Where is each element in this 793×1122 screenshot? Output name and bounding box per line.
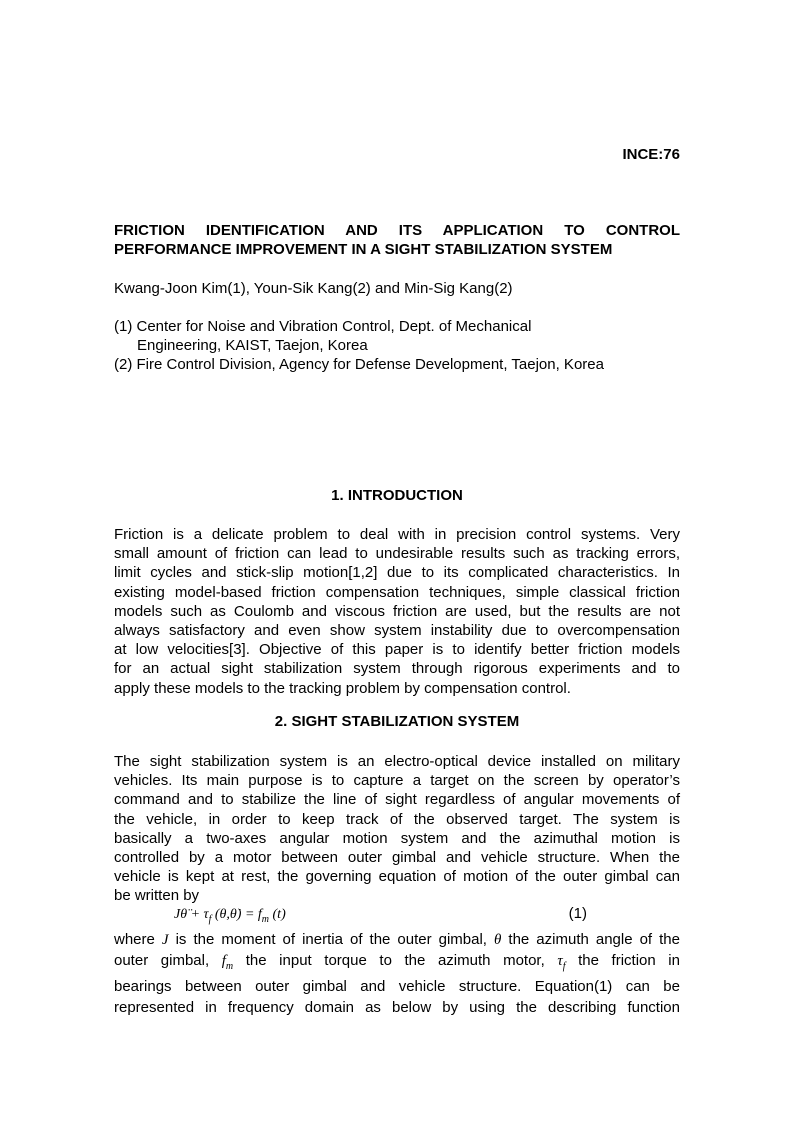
- text-line: small amount of friction can lead to undesirable results such as tracking errors,: [114, 545, 680, 563]
- title-line-1: FRICTION IDENTIFICATION AND ITS APPLICATION TO CONTROL: [114, 222, 680, 239]
- paper-title: [114, 221, 680, 259]
- text-line: vehicles. Its main purpose is to capture a target on the screen by operator’s: [114, 772, 680, 790]
- text-line: where J is the moment of inertia of the outer gimbal, θ the azimuth angle of the: [114, 931, 680, 948]
- text-line: be written by: [114, 887, 200, 905]
- section-heading-introduction: 1. INTRODUCTION: [331, 487, 463, 504]
- text-line: vehicle is kept at rest, the governing equation of motion of the outer gimbal can: [114, 868, 680, 886]
- text-line: represented in frequency domain as below by using the describing function: [114, 998, 680, 1016]
- affiliation-2: (2) Fire Control Division, Agency for Defense Development, Taejon, Korea: [114, 356, 604, 373]
- equation-formula: Jθ̈ + $\tau_f$ (θ,θ̇) = $f_m$ (t): [174, 907, 286, 925]
- sight-stabilization-paragraph: [114, 752, 680, 906]
- text-line: The sight stabilization system is an electro-optical device installed on military: [114, 753, 680, 770]
- text-line: Friction is a delicate problem to deal with in precision control systems. Very: [114, 526, 680, 543]
- text-line: models such as Coulomb and viscous friction are used, but the results are not: [114, 602, 680, 620]
- affiliations: [114, 317, 714, 374]
- section-heading-sight-stabilization: 2. SIGHT STABILIZATION SYSTEM: [274, 713, 520, 730]
- text-line: command and to stabilize the line of sight regardless of angular movements of: [114, 791, 680, 809]
- text-line: bearings between outer gimbal and vehicle structure. Equation(1) can be: [114, 978, 680, 995]
- introduction-paragraph: [114, 525, 680, 698]
- text-line: apply these models to the tracking problem by compensation control.: [114, 679, 571, 697]
- text-line: controlled by a motor between outer gimbal and vehicle structure. When the: [114, 849, 680, 867]
- text-line: basically a two-axes angular motion system and the azimuthal motion is: [114, 829, 680, 847]
- equation-1: [174, 905, 680, 925]
- text-line: at low velocities[3]. Objective of this paper is to identify better friction models: [114, 641, 680, 659]
- authors: Kwang-Joon Kim(1), Youn-Sik Kang(2) and Min-Sig Kang(2): [114, 280, 513, 297]
- text-line: limit cycles and stick-slip motion[1,2] due to its complicated characteristics. In: [114, 564, 680, 582]
- text-line: existing model-based friction compensation techniques, simple classical friction: [114, 583, 680, 601]
- equation-number: (1): [568, 905, 587, 922]
- title-line-2: PERFORMANCE IMPROVEMENT IN A SIGHT STABILIZATION SYSTEM: [114, 241, 613, 258]
- affiliation-1: (1) Center for Noise and Vibration Control, Dept. of Mechanical: [114, 318, 532, 335]
- affiliation-1-cont: Engineering, KAIST, Taejon, Korea: [137, 337, 368, 354]
- after-equation-paragraph: [114, 930, 680, 1018]
- text-line: the vehicle, in order to keep track of the observed target. The system is: [114, 810, 680, 828]
- text-line: for an actual sight stabilization system through rigorous experiments and to: [114, 660, 680, 678]
- text-line: always satisfactory and even show system instability due to overcompensation: [114, 622, 680, 640]
- text-line: outer gimbal, $f_m$ the input torque to the azimuth motor, $\tau_f$ the friction in: [114, 951, 680, 972]
- paper-code: INCE:76: [622, 146, 680, 163]
